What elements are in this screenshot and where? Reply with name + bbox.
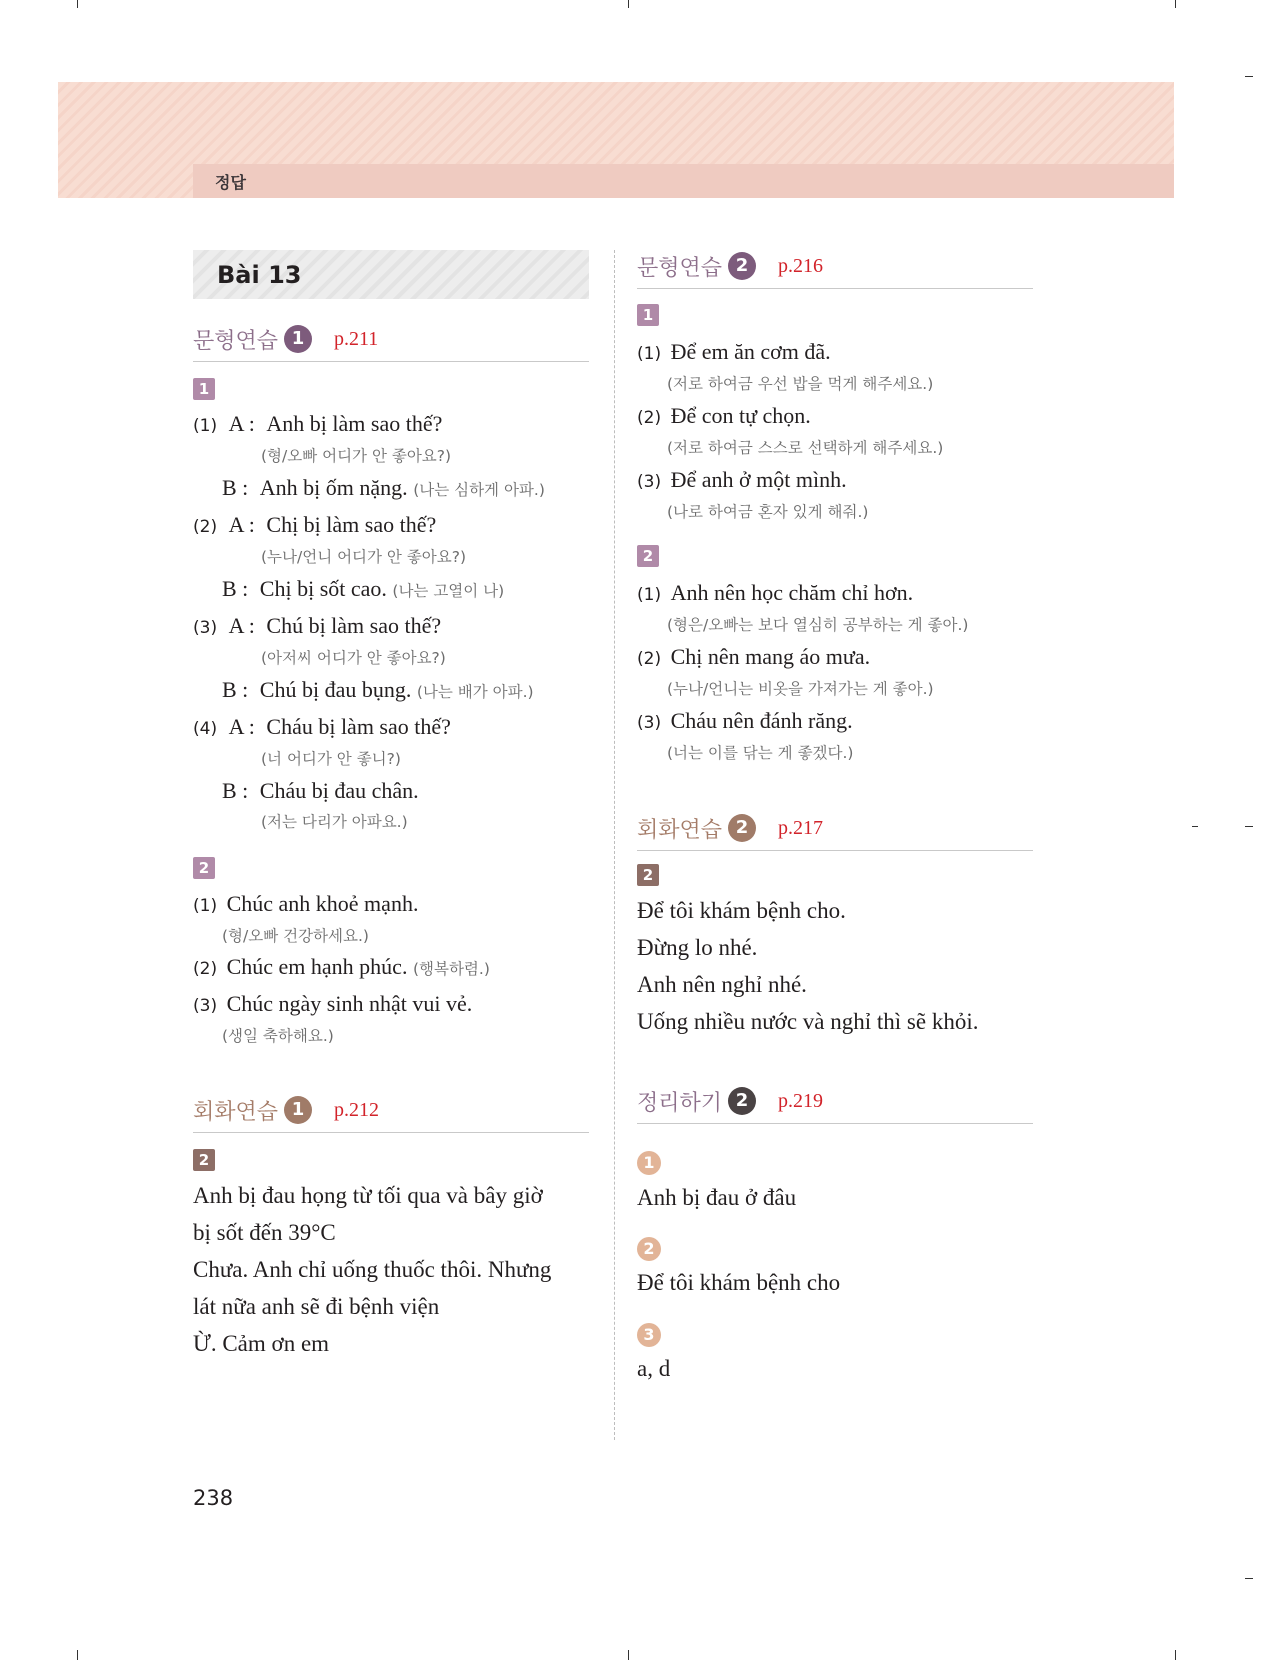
crop-mark: [1192, 826, 1198, 827]
answer-text: Cháu bị đau chân.: [259, 778, 419, 803]
answer-line: Để tôi khám bệnh cho: [637, 1270, 841, 1295]
section-divider: [193, 361, 589, 362]
item-number: (3): [637, 713, 662, 733]
question-box-2: 2: [193, 1149, 215, 1171]
page-number: 238: [193, 1486, 234, 1510]
question-box-2: 2: [637, 864, 659, 886]
answer-line: [637, 708, 853, 734]
answer-text: Chúc anh khoẻ mạnh.: [226, 891, 419, 916]
crop-mark: [1245, 826, 1253, 827]
item-number: (3): [193, 618, 218, 638]
item-number: (3): [193, 996, 218, 1016]
section-page-ref: p.217: [778, 816, 824, 839]
dialogue-line: [222, 778, 419, 804]
answer-number-circle: 1: [637, 1151, 661, 1175]
crop-mark: [1245, 1578, 1253, 1579]
crop-mark: [1245, 76, 1253, 77]
dialogue-line: [193, 613, 441, 639]
dialogue-line: [222, 677, 534, 703]
speaker-a: A :: [228, 411, 255, 436]
section-divider: [637, 850, 1033, 851]
answer-text: Chị nên mang áo mưa.: [670, 644, 871, 669]
crop-mark: [77, 0, 78, 8]
section-number: 2: [728, 1087, 756, 1115]
item-number: (1): [193, 896, 218, 916]
answer-text: Chúc em hạnh phúc.: [226, 954, 408, 979]
korean-translation: (너는 이를 닦는 게 좋겠다.): [667, 744, 854, 762]
answer-line: [193, 954, 490, 980]
korean-translation: (형/오빠 건강하세요.): [222, 927, 369, 945]
korean-translation: (형/오빠 어디가 안 좋아요?): [261, 447, 452, 465]
section-number: 1: [284, 325, 312, 353]
section-divider: [637, 1123, 1033, 1124]
header-label: 정답: [215, 173, 246, 192]
item-number: (2): [193, 959, 218, 979]
answer-line: Anh bị đau họng từ tối qua và bây giờ: [193, 1183, 543, 1208]
crop-mark: [1175, 0, 1176, 8]
answer-line: [637, 403, 811, 429]
section-header-conversation-2: [637, 810, 1033, 851]
korean-translation: (누나/언니 어디가 안 좋아요?): [261, 548, 467, 566]
speaker-b: B :: [222, 677, 249, 702]
korean-translation: (아저씨 어디가 안 좋아요?): [261, 649, 446, 667]
dialogue-line: [193, 512, 436, 538]
section-number: 2: [728, 252, 756, 280]
section-number: 1: [284, 1096, 312, 1124]
answer-text: Anh bị làm sao thế?: [266, 411, 443, 436]
answer-text: Chú bị đau bụng.: [259, 677, 412, 702]
item-number: (2): [637, 408, 662, 428]
dialogue-line: [222, 576, 504, 602]
item-number: (2): [637, 649, 662, 669]
crop-mark: [77, 1650, 78, 1660]
section-header-pattern-2: [637, 248, 1033, 289]
answer-line: [637, 580, 913, 606]
speaker-b: B :: [222, 778, 249, 803]
korean-translation: (저로 하여금 우선 밥을 먹게 해주세요.): [667, 375, 934, 393]
section-title: 정리하기: [637, 1090, 723, 1116]
dialogue-line: [193, 714, 451, 740]
korean-translation: (나는 고열이 나): [392, 582, 505, 600]
item-number: (1): [193, 416, 218, 436]
answer-text: Cháu bị làm sao thế?: [266, 714, 451, 739]
answer-text: Chúc ngày sinh nhật vui vẻ.: [226, 991, 473, 1016]
dialogue-line: [222, 475, 545, 501]
section-title: 회화연습: [637, 817, 723, 843]
answer-text: Để con tự chọn.: [670, 403, 811, 428]
answer-line: [193, 991, 472, 1017]
dialogue-line: [193, 411, 442, 437]
answer-number-circle: 2: [637, 1237, 661, 1261]
item-number: (3): [637, 472, 662, 492]
answer-text: Anh bị ốm nặng.: [259, 475, 408, 500]
crop-mark: [1175, 1650, 1176, 1660]
item-number: (1): [637, 344, 662, 364]
answer-line: Anh nên nghỉ nhé.: [637, 972, 807, 997]
answer-line: [193, 891, 418, 917]
answer-line: [637, 644, 870, 670]
korean-translation: (나로 하여금 혼자 있게 해줘.): [667, 503, 869, 521]
question-box-2: 2: [637, 545, 659, 567]
lesson-title: Bài 13: [217, 261, 302, 289]
answer-text: Để anh ở một mình.: [670, 467, 847, 492]
speaker-a: A :: [228, 714, 255, 739]
korean-translation: (저로 하여금 스스로 선택하게 해주세요.): [667, 439, 944, 457]
question-box-1: 1: [193, 378, 215, 400]
section-page-ref: p.219: [778, 1089, 824, 1112]
answer-text: Chị bị làm sao thế?: [266, 512, 437, 537]
answer-line: bị sốt đến 39°C: [193, 1220, 336, 1245]
section-header-pattern-1: [193, 321, 589, 362]
speaker-b: B :: [222, 475, 249, 500]
speaker-b: B :: [222, 576, 249, 601]
answer-line: Đừng lo nhé.: [637, 935, 758, 960]
section-page-ref: p.211: [334, 327, 379, 350]
answer-text: Cháu nên đánh răng.: [670, 708, 853, 733]
korean-translation: (누나/언니는 비옷을 가져가는 게 좋아.): [667, 680, 934, 698]
section-title: 문형연습: [193, 328, 279, 354]
answer-line: [637, 467, 847, 493]
korean-translation: (너 어디가 안 좋니?): [261, 750, 401, 768]
korean-translation: (나는 배가 아파.): [416, 683, 534, 701]
answer-line: Ừ. Cảm ơn em: [193, 1331, 330, 1356]
header-strip: [193, 164, 1174, 198]
answer-line: lát nữa anh sẽ đi bệnh viện: [193, 1294, 440, 1319]
korean-translation: (나는 심하게 아파.): [413, 481, 545, 499]
section-page-ref: p.216: [778, 254, 824, 277]
item-number: (4): [193, 719, 218, 739]
answer-line: Chưa. Anh chỉ uống thuốc thôi. Nhưng: [193, 1257, 552, 1282]
section-header-summary-2: [637, 1083, 1033, 1124]
section-page-ref: p.212: [334, 1098, 380, 1121]
crop-mark: [628, 1650, 629, 1660]
korean-translation: (행복하렴.): [412, 960, 490, 978]
column-divider: [614, 250, 615, 1440]
section-divider: [637, 288, 1033, 289]
answer-text: Chị bị sốt cao.: [259, 576, 387, 601]
section-title: 회화연습: [193, 1099, 279, 1125]
question-box-1: 1: [637, 304, 659, 326]
section-title: 문형연습: [637, 255, 723, 281]
section-number: 2: [728, 814, 756, 842]
section-divider: [193, 1132, 589, 1133]
item-number: (1): [637, 585, 662, 605]
crop-mark: [628, 0, 629, 8]
answer-line: a, d: [637, 1356, 671, 1381]
answer-line: [637, 339, 831, 365]
answer-text: Để em ăn cơm đã.: [670, 339, 831, 364]
item-number: (2): [193, 517, 218, 537]
speaker-a: A :: [228, 512, 255, 537]
answer-text: Anh nên học chăm chỉ hơn.: [670, 580, 914, 605]
speaker-a: A :: [228, 613, 255, 638]
section-header-conversation-1: [193, 1092, 589, 1133]
answer-number-circle: 3: [637, 1323, 661, 1347]
korean-translation: (생일 축하해요.): [222, 1027, 334, 1045]
answer-line: Uống nhiều nước và nghỉ thì sẽ khỏi.: [637, 1009, 979, 1034]
question-box-2: 2: [193, 857, 215, 879]
answer-line: Anh bị đau ở đâu: [637, 1185, 797, 1210]
korean-translation: (형은/오빠는 보다 열심히 공부하는 게 좋아.): [667, 616, 969, 634]
answer-line: Để tôi khám bệnh cho.: [637, 898, 846, 923]
answer-text: Chú bị làm sao thế?: [266, 613, 442, 638]
korean-translation: (저는 다리가 아파요.): [261, 813, 408, 831]
